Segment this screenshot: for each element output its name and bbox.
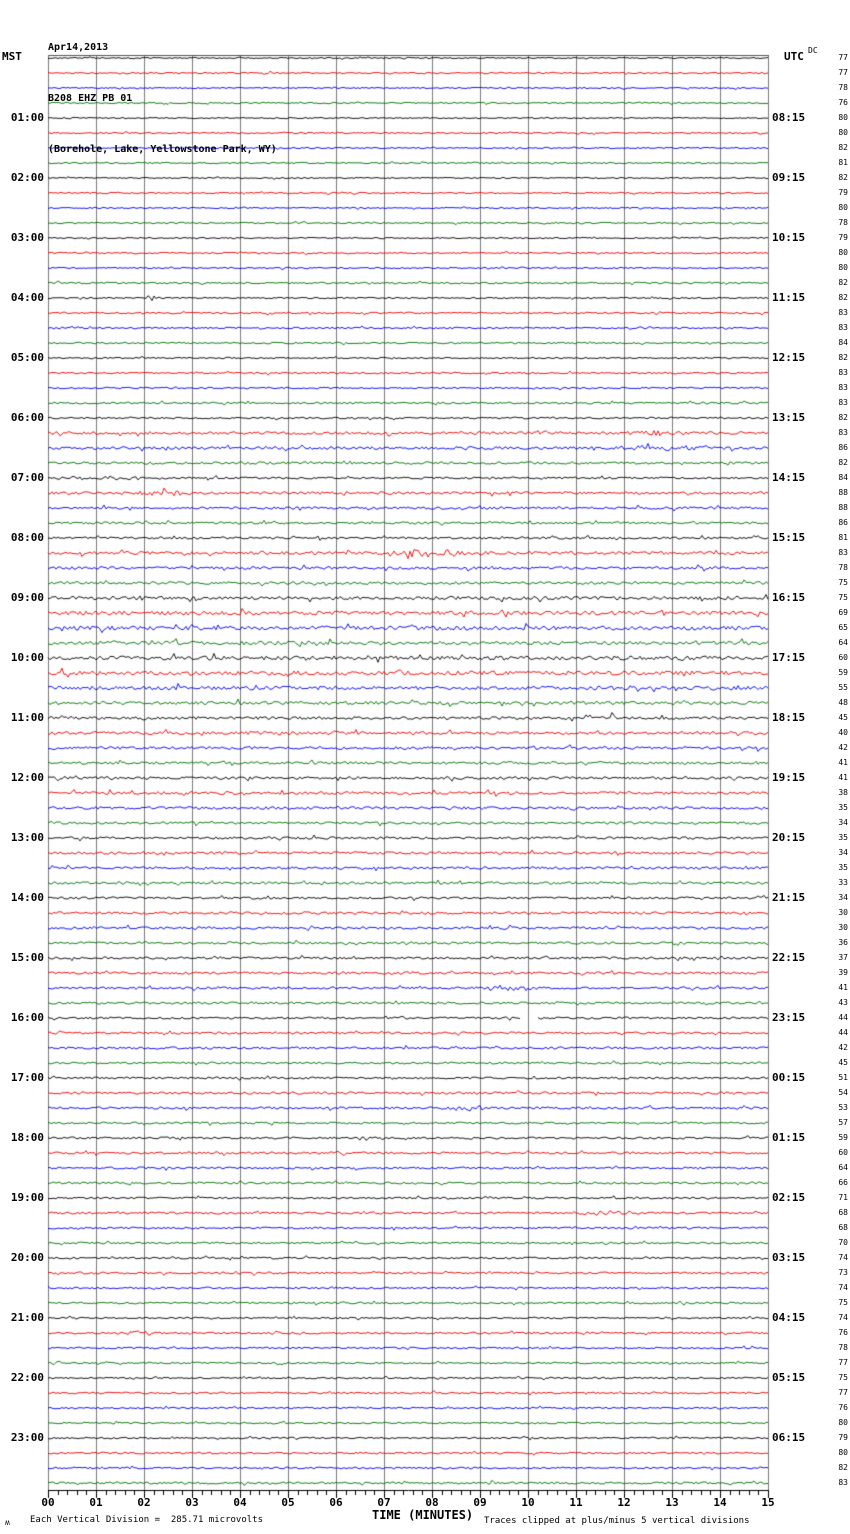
dc-value: 83	[838, 428, 848, 437]
dc-value: 80	[838, 128, 848, 137]
minute-tick-label: 04	[233, 1496, 247, 1509]
mst-hour-label: 12:00	[10, 771, 44, 784]
title-date: Apr14,2013	[48, 42, 109, 53]
left-timezone-label: MST	[2, 50, 22, 63]
dc-value: 33	[838, 878, 848, 887]
dc-value: 80	[838, 203, 848, 212]
dc-value: 42	[838, 743, 848, 752]
dc-value: 80	[838, 1418, 848, 1427]
dc-value: 86	[838, 443, 848, 452]
utc-hour-label: 10:15	[772, 231, 806, 244]
dc-value: 55	[838, 683, 848, 692]
utc-hour-label: 06:15	[772, 1431, 806, 1444]
dc-value: 79	[838, 188, 848, 197]
minute-tick-label: 09	[473, 1496, 487, 1509]
dc-value: 83	[838, 368, 848, 377]
utc-hour-label: 22:15	[772, 951, 806, 964]
mst-hour-label: 03:00	[10, 231, 44, 244]
dc-value: 60	[838, 1148, 848, 1157]
dc-value: 51	[838, 1073, 848, 1082]
utc-hour-label: 03:15	[772, 1251, 806, 1264]
utc-hour-label: 02:15	[772, 1191, 806, 1204]
minute-tick-label: 05	[281, 1496, 295, 1509]
dc-value: 81	[838, 533, 848, 542]
dc-value: 76	[838, 1403, 848, 1412]
mst-hour-label: 06:00	[10, 411, 44, 424]
dc-value: 80	[838, 1448, 848, 1457]
right-timezone-label: UTC	[784, 50, 804, 63]
dc-value: 39	[838, 968, 848, 977]
dc-value: 83	[838, 383, 848, 392]
dc-value: 68	[838, 1208, 848, 1217]
mst-hour-label: 02:00	[10, 171, 44, 184]
mst-hour-label: 09:00	[10, 591, 44, 604]
dc-value: 35	[838, 803, 848, 812]
mst-hour-label: 18:00	[10, 1131, 44, 1144]
dc-value: 41	[838, 773, 848, 782]
minute-tick-label: 13	[665, 1496, 679, 1509]
dc-value: 75	[838, 1298, 848, 1307]
minute-tick-label: 01	[89, 1496, 103, 1509]
minute-tick-label: 08	[425, 1496, 439, 1509]
dc-value: 78	[838, 563, 848, 572]
dc-value: 83	[838, 548, 848, 557]
dc-value: 82	[838, 353, 848, 362]
dc-value: 53	[838, 1103, 848, 1112]
dc-value: 80	[838, 263, 848, 272]
utc-hour-label: 13:15	[772, 411, 806, 424]
dc-value: 44	[838, 1013, 848, 1022]
minute-tick-label: 15	[761, 1496, 775, 1509]
mst-hour-label: 11:00	[10, 711, 44, 724]
dc-value: 41	[838, 983, 848, 992]
utc-hour-label: 05:15	[772, 1371, 806, 1384]
utc-hour-label: 04:15	[772, 1311, 806, 1324]
utc-hour-label: 19:15	[772, 771, 806, 784]
dc-value: 36	[838, 938, 848, 947]
mst-hour-label: 05:00	[10, 351, 44, 364]
mst-hour-label: 04:00	[10, 291, 44, 304]
dc-value: 34	[838, 893, 848, 902]
dc-value: 79	[838, 1433, 848, 1442]
dc-value: 88	[838, 488, 848, 497]
dc-value: 78	[838, 83, 848, 92]
dc-value: 88	[838, 503, 848, 512]
dc-value: 82	[838, 293, 848, 302]
utc-hour-label: 08:15	[772, 111, 806, 124]
clip-note: Traces clipped at plus/minus 5 vertical divisions	[484, 1516, 750, 1526]
dc-value: 40	[838, 728, 848, 737]
title-location: (Borehole, Lake, Yellowstone Park, WY)	[48, 144, 277, 155]
dc-value: 77	[838, 1358, 848, 1367]
dc-value: 78	[838, 218, 848, 227]
dc-value: 73	[838, 1268, 848, 1277]
mst-hour-label: 14:00	[10, 891, 44, 904]
dc-value: 75	[838, 593, 848, 602]
mst-hour-label: 15:00	[10, 951, 44, 964]
dc-value: 74	[838, 1283, 848, 1292]
minute-tick-label: 03	[185, 1496, 199, 1509]
dc-value: 59	[838, 1133, 848, 1142]
utc-hour-label: 21:15	[772, 891, 806, 904]
minute-tick-label: 00	[41, 1496, 55, 1509]
mst-hour-label: 13:00	[10, 831, 44, 844]
dc-value: 77	[838, 53, 848, 62]
dc-value: 82	[838, 413, 848, 422]
dc-value: 82	[838, 458, 848, 467]
dc-value: 83	[838, 398, 848, 407]
dc-value: 80	[838, 248, 848, 257]
scale-note: Each Vertical Division = 285.71 microvolts	[30, 1515, 263, 1525]
dc-value: 45	[838, 1058, 848, 1067]
title-block	[48, 3, 277, 194]
minute-tick-label: 07	[377, 1496, 391, 1509]
title-station: B208 EHZ PB 01	[48, 93, 133, 104]
dc-value: 68	[838, 1223, 848, 1232]
mst-hour-label: 01:00	[10, 111, 44, 124]
utc-hour-label: 20:15	[772, 831, 806, 844]
dc-value: 64	[838, 638, 848, 647]
utc-hour-label: 17:15	[772, 651, 806, 664]
dc-value: 64	[838, 1163, 848, 1172]
dc-value: 82	[838, 173, 848, 182]
utc-hour-label: 00:15	[772, 1071, 806, 1084]
dc-value: 42	[838, 1043, 848, 1052]
dc-value: 43	[838, 998, 848, 1007]
dc-value: 30	[838, 908, 848, 917]
dc-value: 66	[838, 1178, 848, 1187]
utc-hour-label: 15:15	[772, 531, 806, 544]
dc-value: 38	[838, 788, 848, 797]
dc-value: 65	[838, 623, 848, 632]
dc-value: 41	[838, 758, 848, 767]
mst-hour-label: 23:00	[10, 1431, 44, 1444]
dc-value: 84	[838, 338, 848, 347]
dc-value: 77	[838, 1388, 848, 1397]
mst-hour-label: 19:00	[10, 1191, 44, 1204]
dc-value: 34	[838, 818, 848, 827]
minute-tick-label: 02	[137, 1496, 151, 1509]
dc-value: 81	[838, 158, 848, 167]
mst-hour-label: 22:00	[10, 1371, 44, 1384]
dc-value: 74	[838, 1313, 848, 1322]
dc-value: 70	[838, 1238, 848, 1247]
utc-hour-label: 11:15	[772, 291, 806, 304]
dc-column-header: DC	[808, 46, 818, 55]
mst-hour-label: 17:00	[10, 1071, 44, 1084]
dc-value: 44	[838, 1028, 848, 1037]
dc-value: 59	[838, 668, 848, 677]
x-axis-title: TIME (MINUTES)	[372, 1508, 474, 1522]
dc-value: 75	[838, 1373, 848, 1382]
minute-tick-label: 06	[329, 1496, 343, 1509]
mst-hour-label: 16:00	[10, 1011, 44, 1024]
utc-hour-label: 18:15	[772, 711, 806, 724]
mst-hour-label: 08:00	[10, 531, 44, 544]
dc-value: 30	[838, 923, 848, 932]
dc-value: 83	[838, 323, 848, 332]
mst-hour-label: 07:00	[10, 471, 44, 484]
dc-value: 83	[838, 1478, 848, 1487]
dc-value: 77	[838, 68, 848, 77]
utc-hour-label: 14:15	[772, 471, 806, 484]
minute-tick-label: 12	[617, 1496, 631, 1509]
utc-hour-label: 09:15	[772, 171, 806, 184]
dc-value: 57	[838, 1118, 848, 1127]
mst-hour-label: 21:00	[10, 1311, 44, 1324]
dc-value: 86	[838, 518, 848, 527]
dc-value: 35	[838, 863, 848, 872]
minute-tick-label: 14	[713, 1496, 727, 1509]
mst-hour-label: 10:00	[10, 651, 44, 664]
minute-tick-label: 10	[521, 1496, 535, 1509]
dc-value: 75	[838, 578, 848, 587]
dc-value: 69	[838, 608, 848, 617]
utc-hour-label: 16:15	[772, 591, 806, 604]
dc-value: 45	[838, 713, 848, 722]
utc-hour-label: 01:15	[772, 1131, 806, 1144]
minute-tick-label: 11	[569, 1496, 583, 1509]
dc-value: 74	[838, 1253, 848, 1262]
dc-value: 34	[838, 848, 848, 857]
dc-value: 84	[838, 473, 848, 482]
dc-value: 82	[838, 278, 848, 287]
dc-value: 79	[838, 233, 848, 242]
dc-value: 60	[838, 653, 848, 662]
dc-value: 80	[838, 113, 848, 122]
dc-value: 54	[838, 1088, 848, 1097]
utc-hour-label: 23:15	[772, 1011, 806, 1024]
mst-hour-label: 20:00	[10, 1251, 44, 1264]
dc-value: 37	[838, 953, 848, 962]
dc-value: 82	[838, 143, 848, 152]
dc-value: 83	[838, 308, 848, 317]
dc-value: 71	[838, 1193, 848, 1202]
corner-glyph: ʍ	[5, 1518, 10, 1527]
dc-value: 78	[838, 1343, 848, 1352]
dc-value: 35	[838, 833, 848, 842]
dc-value: 76	[838, 1328, 848, 1337]
utc-hour-label: 12:15	[772, 351, 806, 364]
dc-value: 48	[838, 698, 848, 707]
dc-value: 82	[838, 1463, 848, 1472]
dc-value: 76	[838, 98, 848, 107]
